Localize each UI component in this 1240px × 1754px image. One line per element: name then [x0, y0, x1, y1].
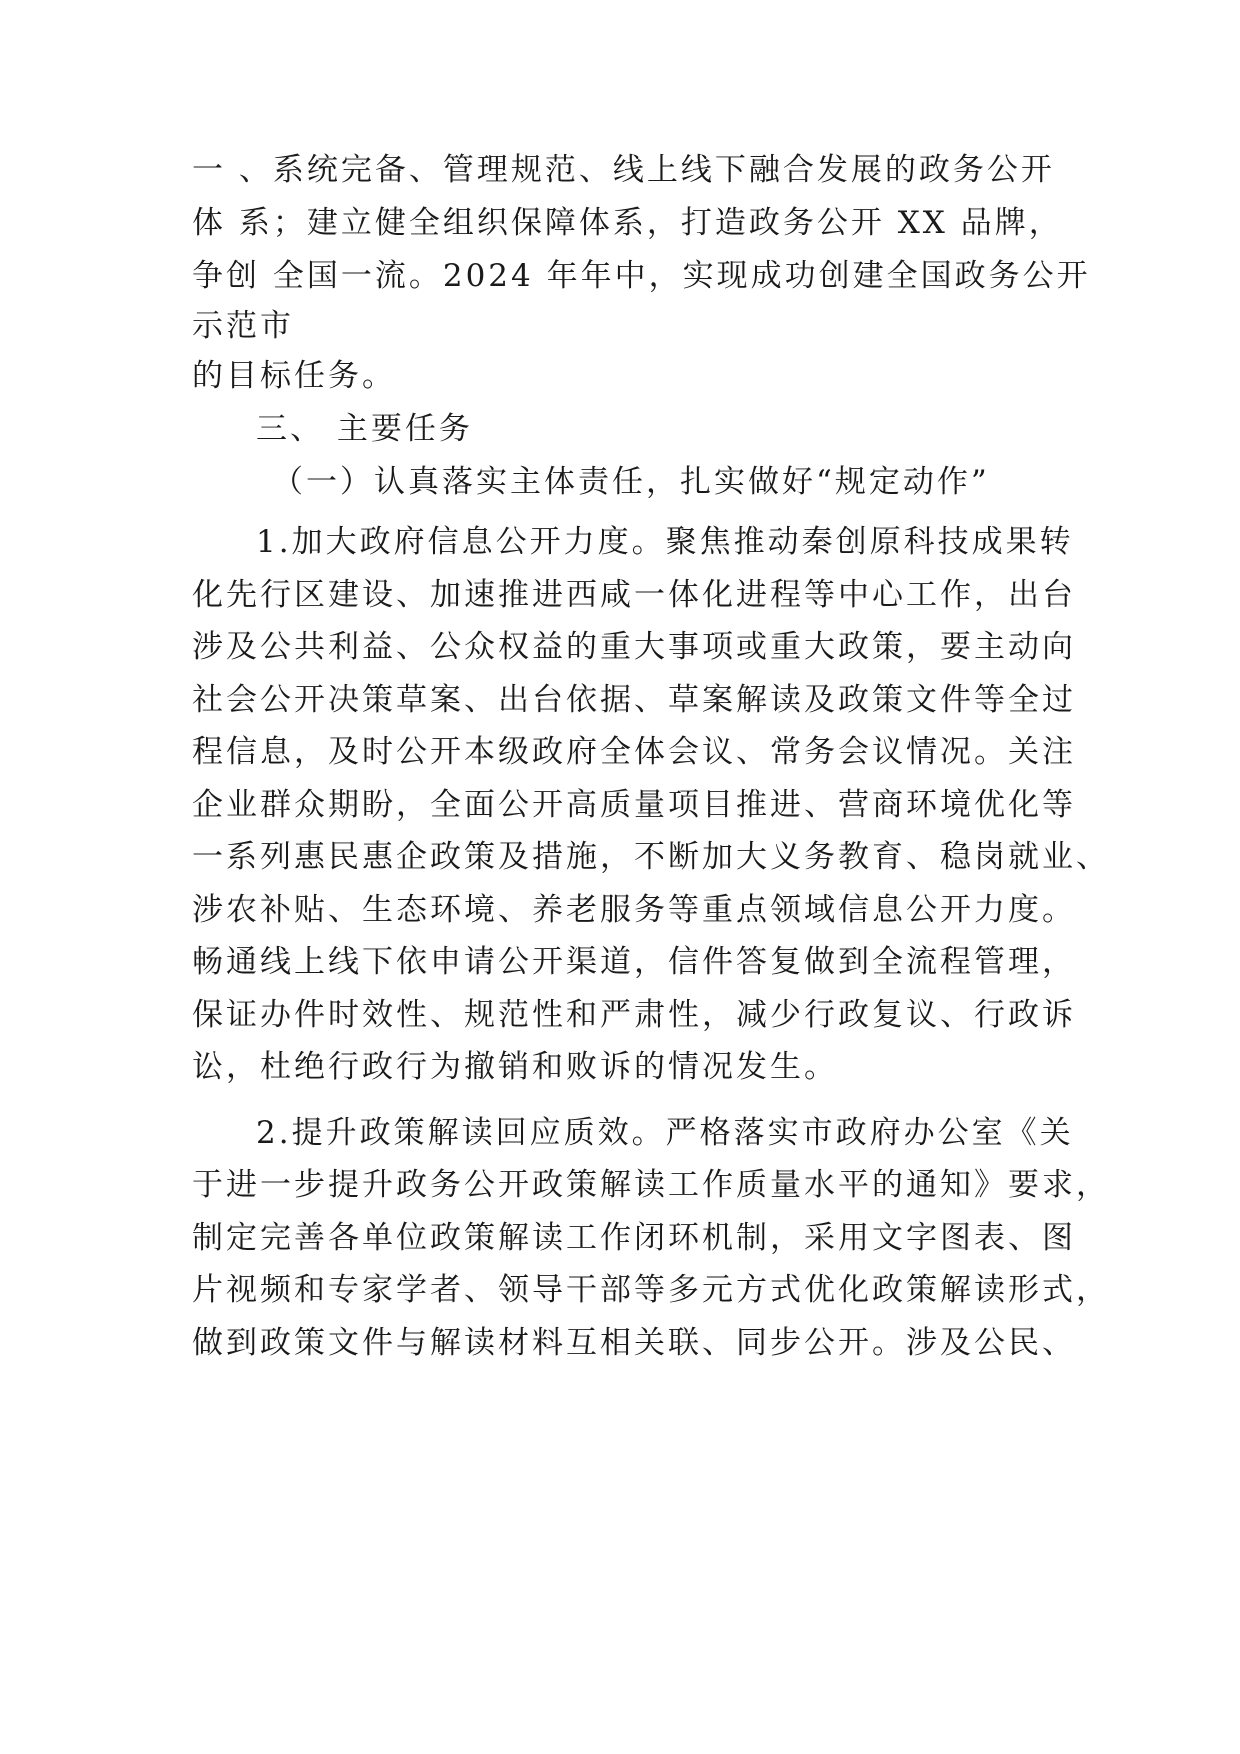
paragraph2-line-2: 于进一步提升政务公开政策解读工作质量水平的通知》要求， [192, 1167, 1110, 1203]
intro-line-3: 争创 全国一流。2024 年年中，实现成功创建全国政务公开 [192, 258, 1091, 294]
paragraph1-line-8: 涉农补贴、生态环境、养老服务等重点领域信息公开力度。 [192, 892, 1076, 928]
paragraph1-line-2: 化先行区建设、加速推进西咸一体化进程等中心工作，出台 [192, 577, 1076, 613]
section-heading: 三、 主要任务 [256, 411, 473, 447]
paragraph1-line-6: 企业群众期盼，全面公开高质量项目推进、营商环境优化等 [192, 787, 1076, 823]
paragraph1-line-7: 一系列惠民惠企政策及措施，不断加大义务教育、稳岗就业、 [192, 839, 1110, 875]
paragraph1-line-10: 保证办件时效性、规范性和严肃性，减少行政复议、行政诉 [192, 997, 1076, 1033]
paragraph1-line-5: 程信息，及时公开本级政府全体会议、常务会议情况。关注 [192, 734, 1076, 770]
subsection-heading: （一）认真落实主体责任，扎实做好“规定动作” [272, 464, 990, 500]
intro-line-1: 一 、系统完备、管理规范、线上线下融合发展的政务公开 [192, 152, 1055, 188]
paragraph1-line-3: 涉及公共利益、公众权益的重大事项或重大政策，要主动向 [192, 629, 1076, 665]
paragraph1-line-11: 讼，杜绝行政行为撤销和败诉的情况发生。 [192, 1049, 838, 1085]
paragraph1-line-4: 社会公开决策草案、出台依据、草案解读及政策文件等全过 [192, 682, 1076, 718]
paragraph2-line-3: 制定完善各单位政策解读工作闭环机制，采用文字图表、图 [192, 1220, 1076, 1256]
paragraph2-line-5: 做到政策文件与解读材料互相关联、同步公开。涉及公民、 [192, 1325, 1076, 1361]
intro-line-2: 体 系；建立健全组织保障体系，打造政务公开 XX 品牌， [192, 205, 1063, 241]
intro-line-4: 示范市 [192, 308, 294, 344]
paragraph1-line-1: 1.加大政府信息公开力度。聚焦推动秦创原科技成果转 [256, 524, 1074, 560]
paragraph1-line-9: 畅通线上线下依申请公开渠道，信件答复做到全流程管理， [192, 944, 1076, 980]
paragraph2-line-4: 片视频和专家学者、领导干部等多元方式优化政策解读形式， [192, 1272, 1110, 1308]
intro-line-5: 的目标任务。 [192, 358, 396, 394]
paragraph2-line-1: 2.提升政策解读回应质效。严格落实市政府办公室《关 [256, 1115, 1074, 1151]
